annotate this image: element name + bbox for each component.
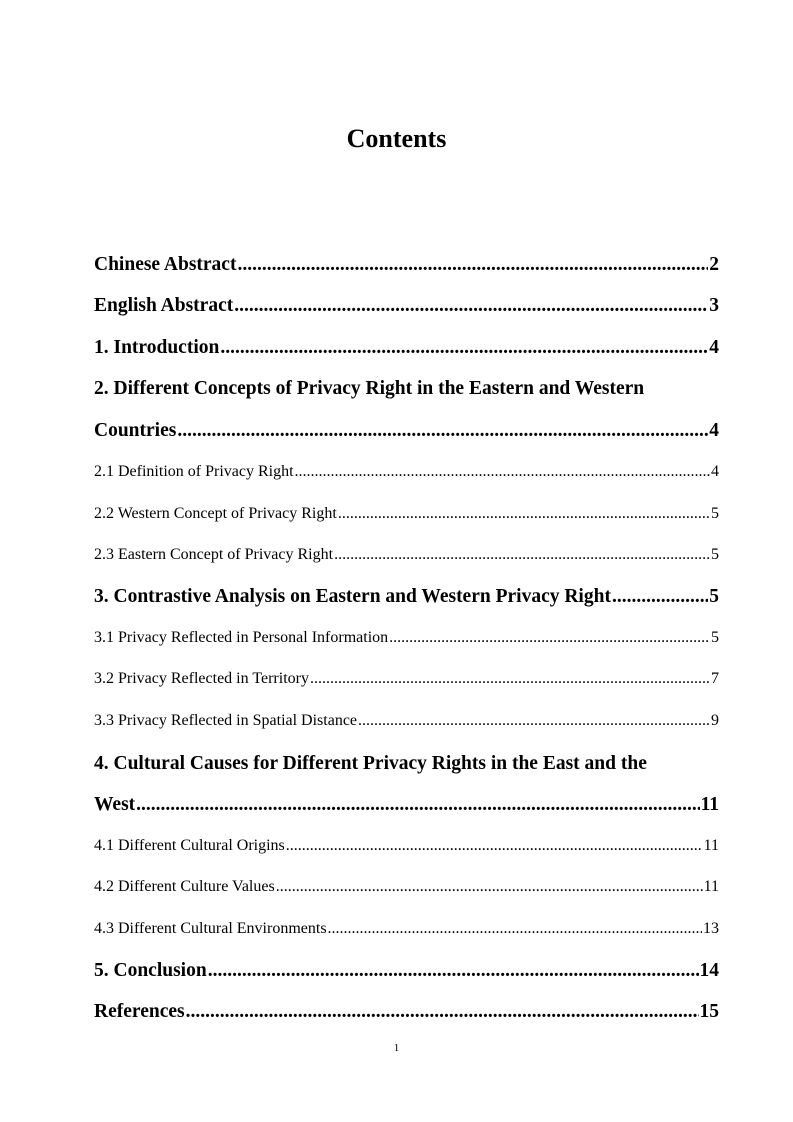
toc-entry-2-2[interactable] [94, 503, 719, 525]
toc-entry-4-3[interactable] [94, 918, 719, 940]
dot-leader [276, 876, 703, 898]
dot-leader [389, 627, 710, 649]
dot-leader [358, 710, 710, 732]
toc-entry-3-1[interactable] [94, 627, 719, 649]
toc-entry-english-abstract[interactable] [94, 293, 719, 319]
dot-leader [286, 835, 703, 857]
toc-entry-page: 7 [711, 670, 719, 687]
toc-entry-label: 4.2 Different Culture Values [94, 878, 275, 895]
page-number: 1 [393, 1042, 400, 1054]
dot-leader [334, 544, 710, 566]
toc-entry-conclusion[interactable] [94, 958, 719, 984]
dot-leader [136, 792, 699, 818]
toc-entry-label: 5. Conclusion [94, 960, 207, 981]
toc-entry-label: Countries [94, 420, 177, 441]
toc-entry-label: Chinese Abstract [94, 254, 237, 275]
toc-entry-3-3[interactable] [94, 710, 719, 732]
toc-entry-chinese-abstract[interactable] [94, 252, 719, 278]
toc-entry-contrastive-analysis[interactable] [94, 584, 719, 610]
toc-entry-label: English Abstract [94, 295, 234, 316]
toc-entry-page: 2 [709, 254, 719, 275]
dot-leader [338, 503, 710, 525]
toc-entry-label: 1. Introduction [94, 337, 220, 358]
toc-entry-page: 13 [703, 920, 719, 937]
toc-entry-label: 2.3 Eastern Concept of Privacy Right [94, 546, 334, 563]
toc-entry-page: 5 [709, 586, 719, 607]
toc-entry-label: 3. Contrastive Analysis on Eastern and Western Privacy Right [94, 586, 611, 607]
toc-entry-4-2[interactable] [94, 876, 719, 898]
toc-entry-page: 11 [700, 794, 719, 815]
toc-entry-label: 3.3 Privacy Reflected in Spatial Distance [94, 712, 358, 729]
toc-entry-page: 3 [709, 295, 719, 316]
toc-entry-page: 5 [711, 505, 719, 522]
toc-entry-4-1[interactable] [94, 835, 719, 857]
toc-entry-page: 11 [703, 837, 719, 854]
toc-entry-page: 4 [709, 420, 719, 441]
toc-entry-label: References [94, 1001, 185, 1022]
toc-entry-label: West [94, 794, 136, 815]
toc-entry-page: 4 [709, 337, 719, 358]
dot-leader [220, 335, 708, 361]
toc-entry-page: 14 [699, 960, 719, 981]
toc-entry-page: 5 [711, 546, 719, 563]
dot-leader [177, 418, 708, 444]
toc-entry-label: 2.1 Definition of Privacy Right [94, 463, 294, 480]
toc-entry-label: 4.3 Different Cultural Environments [94, 920, 327, 937]
toc-entry-2-1[interactable] [94, 461, 719, 483]
toc-entry-page: 11 [703, 878, 719, 895]
toc-entry-2-3[interactable] [94, 544, 719, 566]
dot-leader [612, 584, 708, 610]
toc-entry-page: 5 [711, 629, 719, 646]
toc-entry-label-line1[interactable]: 2. Different Concepts of Privacy Right in the Eastern and Western [94, 378, 645, 399]
toc-entry-label: 4.1 Different Cultural Origins [94, 837, 285, 854]
page-title: Contents [346, 124, 447, 153]
dot-leader [234, 293, 708, 319]
toc-entry-page: 9 [711, 712, 719, 729]
toc-entry-page: 4 [711, 463, 719, 480]
toc-entry-label: 3.1 Privacy Reflected in Personal Information [94, 629, 389, 646]
toc-entry-introduction[interactable] [94, 335, 719, 361]
toc-entry-page: 15 [699, 1001, 719, 1022]
toc-entry-label: 3.2 Privacy Reflected in Territory [94, 670, 309, 687]
dot-leader [295, 461, 710, 483]
dot-leader [237, 252, 708, 278]
toc-entry-references[interactable] [94, 999, 719, 1025]
dot-leader [186, 999, 699, 1025]
toc-entry-cultural-causes[interactable] [94, 792, 719, 818]
toc-entry-label: 2.2 Western Concept of Privacy Right [94, 505, 337, 522]
toc-entry-different-concepts[interactable] [94, 418, 719, 444]
toc-entry-label-line1[interactable]: 4. Cultural Causes for Different Privacy Rights in the East and the [94, 753, 647, 774]
toc-entry-3-2[interactable] [94, 668, 719, 690]
dot-leader [328, 918, 702, 940]
dot-leader [310, 668, 710, 690]
dot-leader [208, 958, 699, 984]
